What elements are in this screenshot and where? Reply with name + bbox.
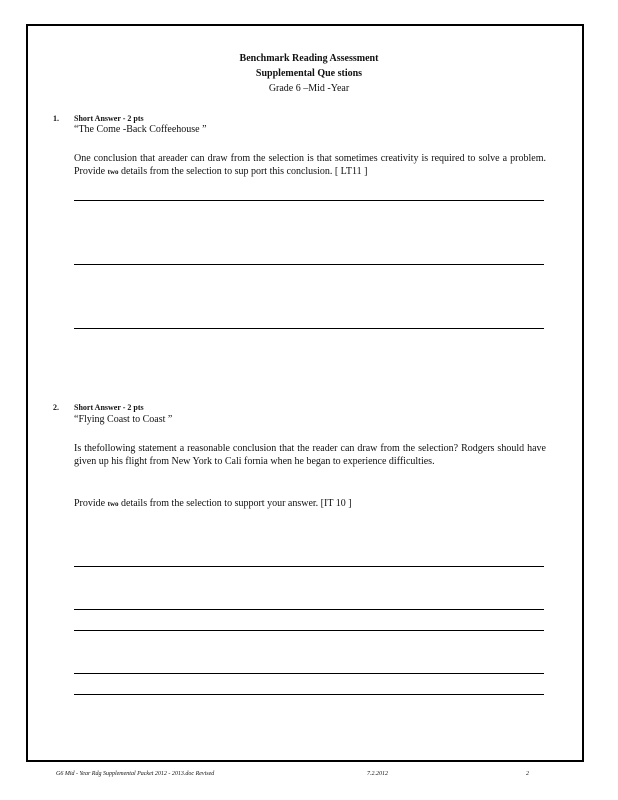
question-1-emphasis-word: two bbox=[107, 168, 119, 176]
header-title bbox=[0, 52, 618, 66]
answer-line[interactable] bbox=[74, 694, 544, 695]
question-2-number: 2. bbox=[53, 403, 59, 412]
header-line-3: Grade 6 –Mid -Year bbox=[268, 83, 350, 94]
footer-page-number: 2 bbox=[526, 771, 529, 777]
question-1-title: “The Come -Back Coffeehouse ” bbox=[74, 124, 207, 135]
question-1-prompt bbox=[74, 152, 546, 179]
header-grade bbox=[0, 82, 618, 96]
header-subtitle bbox=[0, 67, 618, 81]
header-line-2: Supplemental Que stions bbox=[255, 68, 363, 79]
question-1-prompt-text-end: details from the selection to sup port this conclusion. [ LT11 ] bbox=[118, 166, 368, 177]
question-1-number: 1. bbox=[53, 114, 59, 123]
answer-line[interactable] bbox=[74, 609, 544, 610]
answer-line[interactable] bbox=[74, 673, 544, 674]
question-2-title: “Flying Coast to Coast ” bbox=[74, 414, 173, 425]
question-2-prompt: Is thefollowing statement a reasonable conclusion that the reader can draw from the selection? Rodgers should have given up his flight from New York to Cali fornia when he began to experience difficulties. bbox=[74, 443, 546, 467]
question-1-type: Short Answer - 2 pts bbox=[74, 114, 144, 123]
answer-line[interactable] bbox=[74, 200, 544, 201]
answer-line[interactable] bbox=[74, 566, 544, 567]
header-line-1: Benchmark Reading Assessment bbox=[239, 53, 379, 64]
question-2-instruction-text-end: details from the selection to support your answer. [IT 10 ] bbox=[118, 498, 352, 509]
answer-line[interactable] bbox=[74, 328, 544, 329]
question-2-instruction-text: Provide bbox=[74, 498, 108, 509]
question-2-type: Short Answer - 2 pts bbox=[74, 403, 144, 412]
footer-filename: G6 Mid - Year Rdg Supplemental Packet 2012 - 2013.doc Revised bbox=[56, 771, 215, 777]
footer-date: 7.2.2012 bbox=[367, 771, 388, 777]
question-2-instruction bbox=[74, 497, 546, 511]
question-1-prompt-text: One conclusion that areader can draw from the selection is that sometimes creativity is required to solve a problem. Provide bbox=[74, 153, 546, 177]
answer-line[interactable] bbox=[74, 264, 544, 265]
question-2-emphasis-word: two bbox=[107, 500, 119, 508]
answer-line[interactable] bbox=[74, 630, 544, 631]
